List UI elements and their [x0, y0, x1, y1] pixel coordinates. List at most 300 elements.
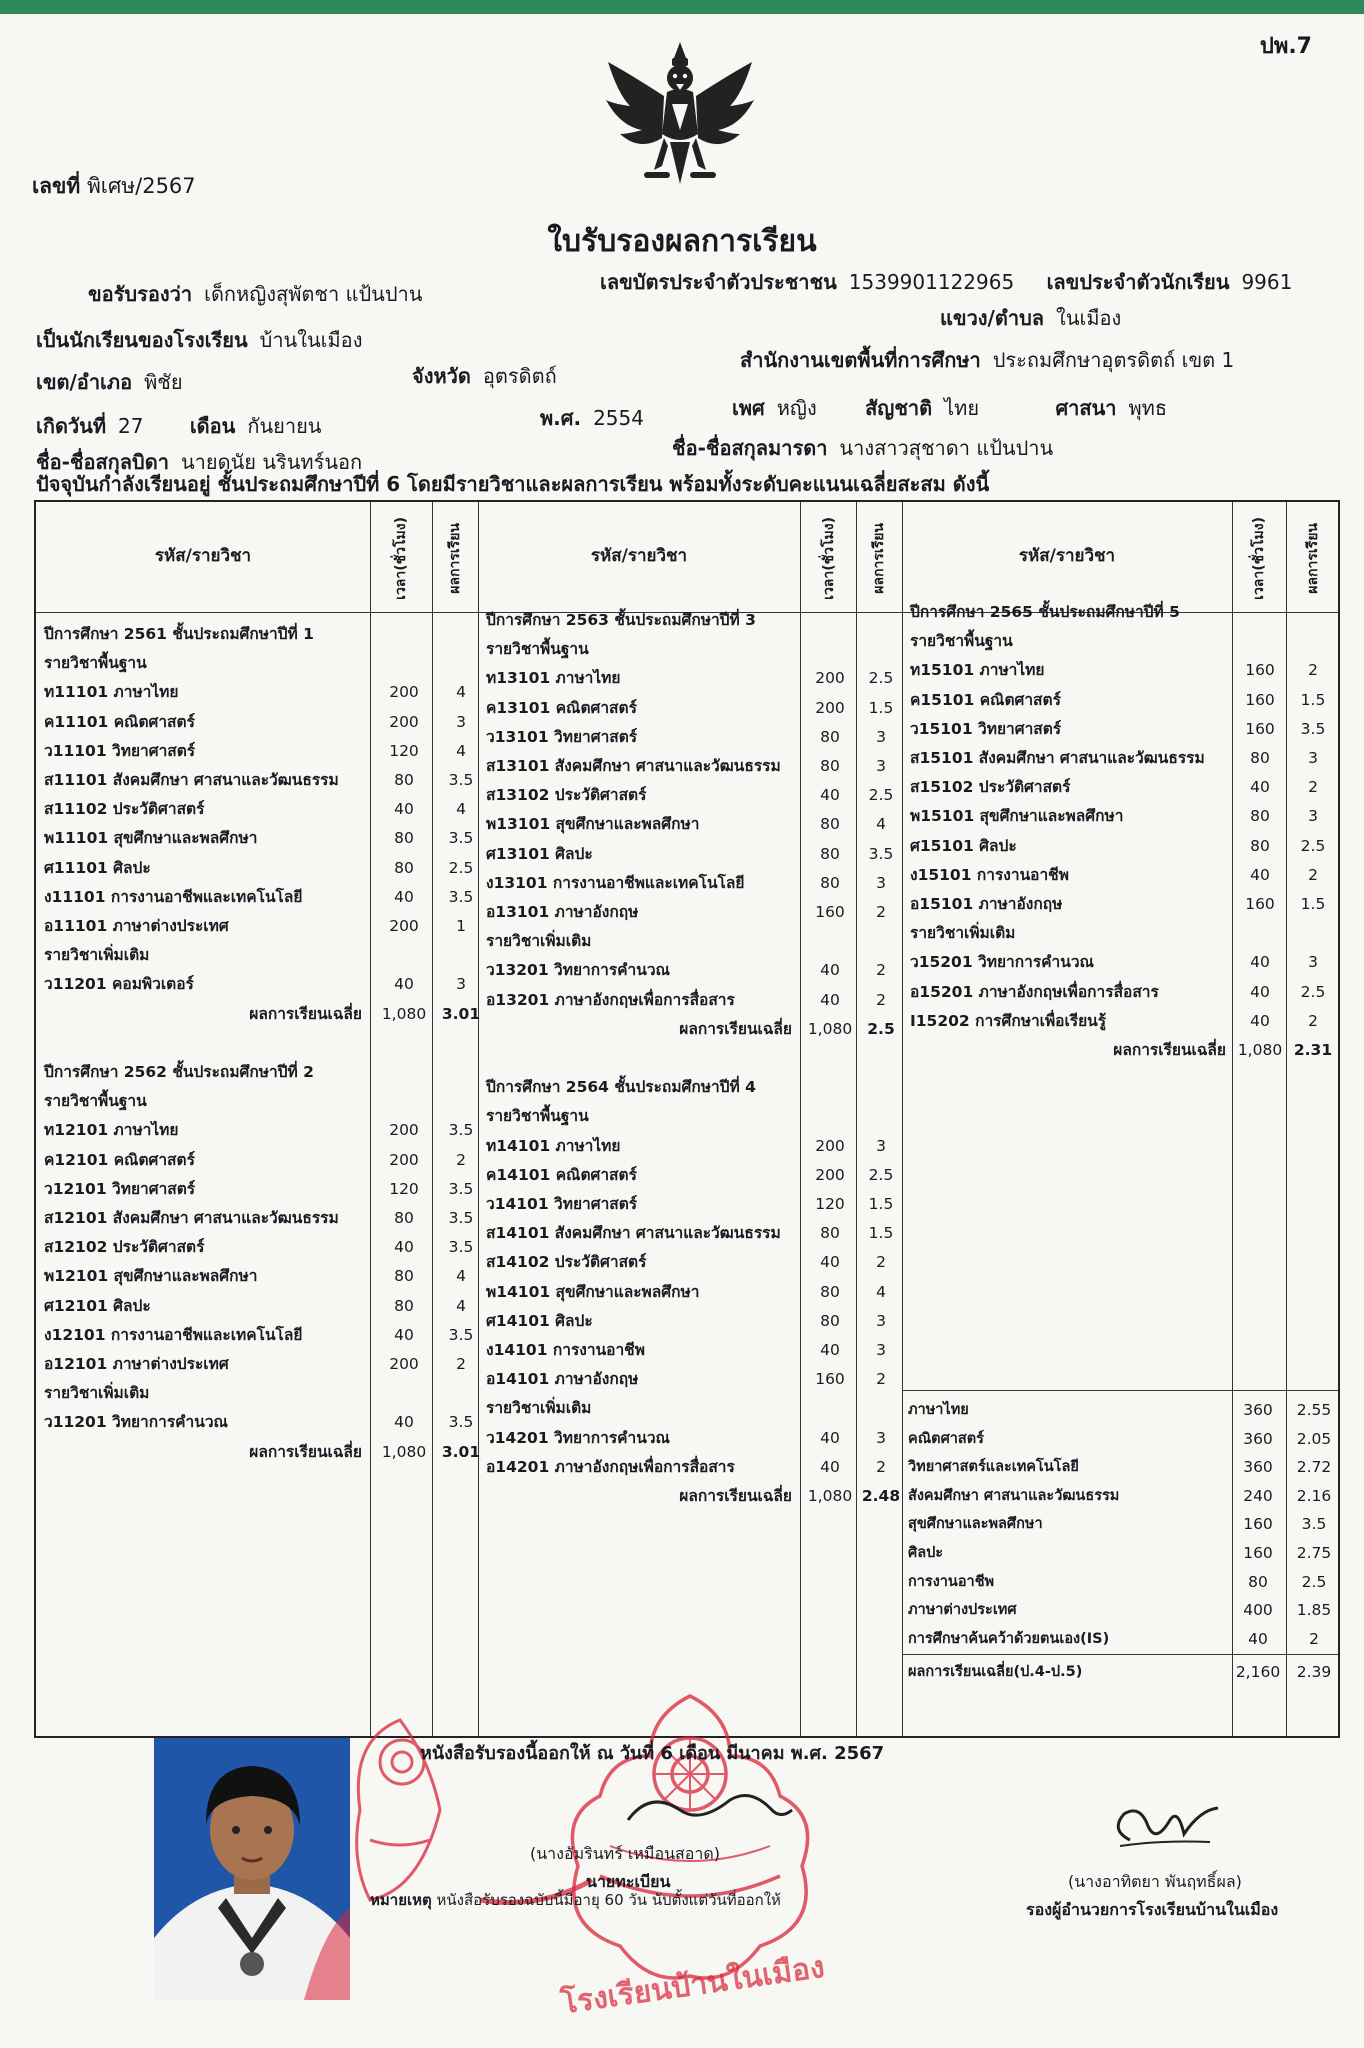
grade-value: 2.5	[1300, 982, 1326, 1001]
hours-value: 40	[820, 786, 840, 805]
subdistrict-line	[940, 302, 1121, 334]
grade-value: 3	[1308, 749, 1318, 767]
province-line	[412, 360, 557, 392]
subject-name: ส15102 ประวัติศาสตร์	[910, 778, 1071, 797]
hours-header: เวลา(ชั่วโมง)	[821, 516, 837, 600]
summary-grade: 2.72	[1296, 1458, 1332, 1477]
grade-value: 3	[456, 975, 466, 994]
grade-header: ผลการเรียน	[871, 522, 887, 594]
hours-value: 160	[815, 903, 845, 921]
subject-name: ท12101 ภาษาไทย	[44, 1121, 179, 1140]
hours-value: 80	[820, 1224, 840, 1243]
hours-value: 40	[1250, 953, 1270, 972]
hours-value: 120	[815, 1195, 845, 1213]
id-card-value: 1539901122965	[848, 270, 1015, 294]
doc-number-value: พิเศษ/2567	[86, 174, 196, 198]
grade-value: 2	[876, 990, 886, 1009]
seal-text: โรงเรียนบ้านในเมือง	[558, 1949, 827, 2022]
subject-name: ว13101 วิทยาศาสตร์	[486, 727, 638, 746]
subject-name: ปีการศึกษา 2563 ชั้นประถมศึกษาปีที่ 3	[486, 611, 756, 629]
subject-name: ส15101 สังคมศึกษา ศาสนาและวัฒนธรรม	[910, 749, 1205, 767]
grade-value: 2.5	[867, 1019, 895, 1038]
grade-value: 2.5	[1300, 836, 1326, 855]
grade-value: 4	[456, 683, 466, 702]
sex-label: เพศ	[732, 396, 765, 420]
subject-name: พ12101 สุขศึกษาและพลศึกษา	[44, 1267, 258, 1286]
summary-subject: วิทยาศาสตร์และเทคโนโลยี	[908, 1459, 1079, 1476]
hours-value: 40	[394, 1238, 414, 1257]
hours-header: เวลา(ชั่วโมง)	[393, 516, 409, 600]
grade-value: 2.48	[861, 1487, 901, 1505]
hours-value: 40	[394, 887, 414, 906]
grade-value: 4	[456, 800, 466, 819]
grade-value: 2	[1308, 661, 1318, 680]
subject-row	[36, 919, 1338, 947]
subject-row	[36, 861, 1338, 889]
grade-value: 3	[1308, 953, 1318, 972]
hours-value: 1,080	[1237, 1041, 1283, 1059]
grade-value: 3.5	[448, 771, 474, 789]
grade-value: 1.5	[1300, 895, 1326, 913]
grade-value: 1.5	[868, 1224, 894, 1243]
grade-value: 2.5	[868, 669, 894, 688]
summary-total-row	[36, 1658, 1338, 1686]
hours-value: 80	[820, 873, 840, 892]
subject-row	[36, 744, 1338, 772]
subject-row	[36, 948, 1338, 976]
certify-label: ขอรับรองว่า	[88, 282, 193, 306]
subject-row	[36, 1190, 1338, 1218]
subject-name: ผลการเรียนเฉลี่ย	[1113, 1041, 1226, 1059]
subject-name: ว13201 วิทยาการคำนวณ	[486, 961, 670, 980]
subject-name: ส14101 สังคมศึกษา ศาสนาและวัฒนธรรม	[486, 1224, 781, 1243]
hours-value: 200	[815, 698, 845, 717]
top-green-band	[0, 0, 1364, 14]
birth-year-line	[540, 402, 644, 434]
form-code: ปพ.7	[1259, 34, 1312, 59]
subject-name: อ14101 ภาษาอังกฤษ	[486, 1370, 639, 1389]
summary-subject: การงานอาชีพ	[908, 1573, 995, 1590]
hours-value: 200	[815, 1165, 845, 1184]
subject-name: ว15201 วิทยาการคำนวณ	[910, 953, 1094, 972]
grade-value: 3.5	[448, 1413, 474, 1432]
subject-name: ว12101 วิทยาศาสตร์	[44, 1179, 196, 1198]
grade-value: 1.5	[868, 1195, 894, 1213]
district-line	[36, 366, 183, 398]
subject-name: อ11101 ภาษาต่างประเทศ	[44, 917, 229, 935]
subject-name: ส12102 ประวัติศาสตร์	[44, 1238, 205, 1257]
subject-name: ผลการเรียนเฉลี่ย	[679, 1019, 792, 1038]
hours-value: 40	[394, 1413, 414, 1432]
subject-name: รายวิชาเพิ่มเติม	[486, 932, 592, 951]
hours-header: เวลา(ชั่วโมง)	[1251, 516, 1267, 600]
summary-row	[36, 1568, 1338, 1596]
hours-value: 40	[820, 1341, 840, 1359]
deputy-signature-icon	[1100, 1800, 1240, 1860]
summary-row	[36, 1453, 1338, 1481]
hours-value: 1,080	[807, 1019, 853, 1038]
religion-value: พุทธ	[1128, 396, 1168, 420]
subject-name: ศ15101 ศิลปะ	[910, 836, 1017, 855]
grade-value: 1.5	[868, 698, 894, 717]
grade-value: 2	[1308, 865, 1318, 884]
note-label: หมายเหตุ	[370, 1891, 432, 1909]
subject-name: อ13201 ภาษาอังกฤษเพื่อการสื่อสาร	[486, 990, 735, 1009]
subject-name: ผลการเรียนเฉลี่ย	[679, 1487, 792, 1505]
hours-value: 200	[389, 917, 419, 935]
subject-row	[36, 802, 1338, 830]
grade-value: 2	[876, 1457, 886, 1476]
province-value: อุตรดิตถ์	[482, 364, 557, 388]
summary-subject: ภาษาไทย	[908, 1402, 969, 1418]
subject-name: ท14101 ภาษาไทย	[486, 1136, 621, 1155]
birth-month-label: เดือน	[189, 414, 236, 438]
grade-header: ผลการเรียน	[1305, 522, 1321, 594]
hours-value: 40	[394, 1325, 414, 1344]
hours-value: 200	[389, 1355, 419, 1373]
father-value: นายดนัย นรินทร์นอก	[180, 450, 363, 474]
sex-value: หญิง	[776, 396, 817, 420]
subject-name: ศ11101 ศิลปะ	[44, 858, 151, 877]
birth-day-label: เกิดวันที่	[36, 414, 107, 438]
subject-row	[36, 1161, 1338, 1189]
summary-grade: 1.85	[1296, 1601, 1332, 1620]
hours-value: 200	[389, 1121, 419, 1140]
summary-hours: 360	[1243, 1401, 1273, 1419]
subject-name: รายวิชาเพิ่มเติม	[44, 1384, 150, 1403]
grade-value: 2	[876, 961, 886, 980]
subject-row	[36, 656, 1338, 684]
hours-value: 160	[1245, 661, 1275, 680]
summary-hours: 240	[1243, 1486, 1273, 1505]
summary-row	[36, 1625, 1338, 1653]
subject-header: รหัส/รายวิชา	[1018, 546, 1116, 566]
summary-hours: 160	[1243, 1544, 1273, 1562]
subject-name: ศ14101 ศิลปะ	[486, 1311, 593, 1330]
grade-value: 2.5	[868, 1165, 894, 1184]
hours-value: 40	[820, 1457, 840, 1476]
subject-row	[36, 890, 1338, 918]
grade-value: 3.5	[448, 887, 474, 906]
hours-value: 80	[820, 727, 840, 746]
summary-grade: 2.05	[1296, 1429, 1332, 1448]
hours-value: 40	[820, 1428, 840, 1447]
document-title: ใบรับรองผลการเรียน	[547, 224, 817, 259]
subject-name: ท15101 ภาษาไทย	[910, 661, 1045, 680]
grade-value: 2.5	[448, 858, 474, 877]
hours-value: 200	[389, 683, 419, 702]
subject-header: รหัส/รายวิชา	[154, 546, 252, 566]
grade-value: 1	[456, 917, 466, 935]
subject-name: ปีการศึกษา 2561 ชั้นประถมศึกษาปีที่ 1	[44, 625, 314, 643]
subject-name: พ15101 สุขศึกษาและพลศึกษา	[910, 807, 1124, 826]
grade-value: 4	[876, 815, 886, 834]
hours-value: 200	[815, 1136, 845, 1155]
hours-value: 80	[394, 1267, 414, 1286]
hours-value: 160	[1245, 690, 1275, 709]
hours-value: 200	[389, 1150, 419, 1169]
subject-name: ว11101 วิทยาศาสตร์	[44, 741, 196, 760]
subject-name: ง12101 การงานอาชีพและเทคโนโลยี	[44, 1325, 303, 1344]
summary-subject: ผลการเรียนเฉลี่ย(ป.4-ป.5)	[908, 1664, 1083, 1680]
student-no-value: 9961	[1241, 270, 1293, 294]
birth-year-value: 2554	[593, 406, 644, 430]
subject-name: อ14201 ภาษาอังกฤษเพื่อการสื่อสาร	[486, 1457, 735, 1476]
subject-name: พ13101 สุขศึกษาและพลศึกษา	[486, 815, 700, 834]
hours-value: 80	[394, 1296, 414, 1315]
student-photo	[154, 1738, 350, 2000]
enrollment-statement: ปัจจุบันกำลังเรียนอยู่ ชั้นประถมศึกษาปีที่ 6 โดยมีรายวิชาและผลการเรียน พร้อมทั้งระดับคะแนนเฉลี่ยสะสม ดังนี้	[36, 472, 990, 496]
hours-value: 200	[815, 669, 845, 688]
subject-name: I15202 การศึกษาเพื่อเรียนรู้	[910, 1011, 1107, 1030]
subject-name: ง15101 การงานอาชีพ	[910, 865, 1069, 884]
subject-name: ค14101 คณิตศาสตร์	[486, 1165, 637, 1184]
summary-grade: 2.75	[1296, 1544, 1332, 1562]
district-value: พิชัย	[144, 370, 183, 394]
grade-value: 2	[456, 1355, 466, 1373]
subject-name: ง13101 การงานอาชีพและเทคโนโลยี	[486, 873, 745, 892]
subject-name: อ15201 ภาษาอังกฤษเพื่อการสื่อสาร	[910, 982, 1159, 1001]
birth-month-value: กันยายน	[247, 414, 322, 438]
subject-name: ศ12101 ศิลปะ	[44, 1296, 151, 1315]
school-label: เป็นนักเรียนของโรงเรียน	[36, 328, 248, 352]
grade-value: 4	[456, 741, 466, 760]
grade-value: 3.01	[441, 1004, 481, 1023]
summary-grade: 2	[1309, 1629, 1319, 1648]
grade-value: 1.5	[1300, 690, 1326, 709]
summary-row	[36, 1539, 1338, 1567]
subject-name: ศ13101 ศิลปะ	[486, 844, 593, 863]
subject-name: รายวิชาพื้นฐาน	[44, 1092, 147, 1111]
birth-day-value: 27	[118, 414, 144, 438]
average-row	[36, 1036, 1338, 1064]
hours-value: 40	[394, 975, 414, 994]
summary-hours: 400	[1243, 1601, 1273, 1620]
grade-value: 3.5	[448, 1238, 474, 1257]
father-label: ชื่อ-ชื่อสกุลบิดา	[36, 450, 169, 474]
subject-name: ว14101 วิทยาศาสตร์	[486, 1195, 638, 1213]
subject-name: รายวิชาพื้นฐาน	[486, 640, 589, 659]
school-line	[36, 324, 362, 356]
grade-value: 3	[876, 873, 886, 892]
grade-value: 2	[456, 1150, 466, 1169]
grade-value: 3.5	[448, 1121, 474, 1140]
id-card-line	[600, 266, 1292, 298]
subject-name: ค13101 คณิตศาสตร์	[486, 698, 637, 717]
summary-subject: การศึกษาค้นคว้าด้วยตนเอง(IS)	[908, 1630, 1110, 1647]
grade-value: 2.31	[1293, 1041, 1333, 1059]
hours-value: 40	[1250, 865, 1270, 884]
subject-name: รายวิชาพื้นฐาน	[486, 1107, 589, 1126]
grade-value: 4	[876, 1282, 886, 1301]
subject-name: ว11201 คอมพิวเตอร์	[44, 975, 194, 994]
hours-value: 1,080	[807, 1487, 853, 1505]
registrar-note	[370, 1888, 781, 1912]
grade-value: 2	[876, 1253, 886, 1272]
subject-name: ส13102 ประวัติศาสตร์	[486, 786, 647, 805]
registrar-title: นายทะเบียน	[586, 1872, 671, 1891]
subject-name: ส14102 ประวัติศาสตร์	[486, 1253, 647, 1272]
summary-row	[36, 1425, 1338, 1453]
grade-value: 4	[456, 1267, 466, 1286]
summary-subject: ศิลปะ	[908, 1545, 944, 1561]
subject-name: ว14201 วิทยาการคำนวณ	[486, 1428, 670, 1447]
subject-row	[36, 1073, 1338, 1101]
grade-value: 3	[876, 1428, 886, 1447]
subject-row	[36, 598, 1338, 626]
summary-hours: 160	[1243, 1515, 1273, 1534]
province-label: จังหวัด	[412, 364, 471, 388]
grade-value: 2	[1308, 778, 1318, 797]
subject-name: ผลการเรียนเฉลี่ย	[249, 1004, 362, 1023]
hours-value: 1,080	[381, 1442, 427, 1461]
grade-value: 2	[1308, 1011, 1318, 1030]
registrar-signature-icon	[620, 1780, 800, 1840]
grade-value: 3.5	[448, 1179, 474, 1198]
hours-value: 80	[394, 771, 414, 789]
hours-value: 80	[820, 815, 840, 834]
subject-row	[36, 1248, 1338, 1276]
subject-row	[36, 1278, 1338, 1306]
subject-name: รายวิชาเพิ่มเติม	[486, 1399, 592, 1418]
subject-name: อ15101 ภาษาอังกฤษ	[910, 895, 1063, 913]
summary-row	[36, 1396, 1338, 1424]
grade-value: 3.5	[448, 829, 474, 848]
office-value: ประถมศึกษาอุตรดิตถ์ เขต 1	[992, 348, 1235, 372]
sex-line	[732, 392, 1167, 424]
hours-value: 1,080	[381, 1004, 427, 1023]
subject-row	[36, 627, 1338, 655]
summary-row	[36, 1596, 1338, 1624]
subject-name: พ14101 สุขศึกษาและพลศึกษา	[486, 1282, 700, 1301]
summary-subject: สุขศึกษาและพลศึกษา	[908, 1516, 1043, 1533]
subject-header: รหัส/รายวิชา	[590, 546, 688, 566]
summary-hours: 80	[1248, 1572, 1268, 1591]
subject-row	[36, 978, 1338, 1006]
summary-hours: 40	[1248, 1629, 1268, 1648]
district-label: เขต/อำเภอ	[36, 370, 133, 394]
note-text: หนังสือรับรองฉบับนี้มีอายุ 60 วัน นับตั้งแต่วันที่ออกให้	[436, 1891, 781, 1909]
nationality-label: สัญชาติ	[865, 396, 933, 420]
hours-value: 80	[1250, 749, 1270, 767]
summary-grade: 2.39	[1296, 1663, 1332, 1681]
subject-name: ส11101 สังคมศึกษา ศาสนาและวัฒนธรรม	[44, 771, 339, 789]
hours-value: 80	[394, 858, 414, 877]
subject-row	[36, 832, 1338, 860]
subject-row	[36, 1132, 1338, 1160]
subject-row	[36, 686, 1338, 714]
subject-name: ว11201 วิทยาการคำนวณ	[44, 1413, 228, 1432]
subdistrict-value: ในเมือง	[1056, 306, 1122, 330]
grade-value: 2	[876, 903, 886, 921]
subject-row	[36, 1219, 1338, 1247]
summary-top-line	[902, 1390, 1338, 1391]
grade-value: 3	[876, 1341, 886, 1359]
summary-grade: 3.5	[1301, 1515, 1327, 1534]
grade-value: 3	[456, 712, 466, 731]
office-label: สำนักงานเขตพื้นที่การศึกษา	[740, 348, 981, 372]
summary-hours: 360	[1243, 1458, 1273, 1477]
summary-hours: 360	[1243, 1429, 1273, 1448]
hours-value: 80	[820, 1282, 840, 1301]
subject-row	[36, 1102, 1338, 1130]
subject-row	[36, 715, 1338, 743]
hours-value: 40	[1250, 778, 1270, 797]
subject-name: ง14101 การงานอาชีพ	[486, 1341, 645, 1359]
hours-value: 80	[394, 829, 414, 848]
subject-name: พ11101 สุขศึกษาและพลศึกษา	[44, 829, 258, 848]
birth-line	[36, 410, 321, 442]
doc-number-label: เลขที่	[32, 174, 81, 198]
religion-label: ศาสนา	[1055, 396, 1117, 420]
school-value: บ้านในเมือง	[259, 328, 363, 352]
issue-statement: หนังสือรับรองนี้ออกให้ ณ วันที่ 6 เดือน มีนาคม พ.ศ. 2567	[420, 1743, 885, 1764]
registrar-name: (นางอัมรินทร์ เหมือนสอาด)	[530, 1844, 720, 1863]
hours-value: 160	[1245, 895, 1275, 913]
summary-row	[36, 1510, 1338, 1538]
summary-row	[36, 1482, 1338, 1510]
document-number	[32, 170, 196, 203]
subject-name: ท13101 ภาษาไทย	[486, 669, 621, 688]
summary-subject: ภาษาต่างประเทศ	[908, 1602, 1017, 1619]
hours-value: 80	[820, 757, 840, 775]
deputy-title: รองผู้อำนวยการโรงเรียนบ้านในเมือง	[1026, 1900, 1279, 1919]
student-name: เด็กหญิงสุพัตชา แป้นปาน	[204, 282, 423, 306]
summary-subject: คณิตศาสตร์	[908, 1430, 984, 1447]
subject-row	[36, 1365, 1338, 1393]
grade-value: 3	[876, 1311, 886, 1330]
subject-name: รายวิชาพื้นฐาน	[910, 632, 1013, 651]
subdistrict-label: แขวง/ตำบล	[940, 306, 1045, 330]
hours-value: 80	[820, 844, 840, 863]
nationality-value: ไทย	[944, 396, 980, 420]
mother-label: ชื่อ-ชื่อสกุลมารดา	[672, 436, 828, 460]
hours-value: 40	[1250, 982, 1270, 1001]
hours-value: 80	[820, 1311, 840, 1330]
subject-row	[36, 1307, 1338, 1335]
subject-name: ท11101 ภาษาไทย	[44, 683, 179, 702]
subject-row	[36, 773, 1338, 801]
summary-grade: 2.16	[1296, 1486, 1332, 1505]
summary-grade: 2.55	[1296, 1401, 1332, 1419]
birth-year-label: พ.ศ.	[540, 406, 582, 430]
subject-name: อ13101 ภาษาอังกฤษ	[486, 903, 639, 921]
summary-total-line	[902, 1654, 1338, 1655]
hours-value: 80	[1250, 836, 1270, 855]
deputy-name: (นางอาทิตยา พันฤทธิ์ผล)	[1068, 1872, 1242, 1891]
subject-name: ว15101 วิทยาศาสตร์	[910, 719, 1062, 738]
hours-value: 200	[389, 712, 419, 731]
hours-value: 160	[815, 1370, 845, 1389]
grade-value: 3.5	[1300, 719, 1326, 738]
subject-name: ค15101 คณิตศาสตร์	[910, 690, 1061, 709]
subject-name: ค11101 คณิตศาสตร์	[44, 712, 195, 731]
summary-subject: สังคมศึกษา ศาสนาและวัฒนธรรม	[908, 1487, 1120, 1504]
grades-table	[34, 500, 1340, 1738]
subject-name: ปีการศึกษา 2562 ชั้นประถมศึกษาปีที่ 2	[44, 1063, 314, 1081]
hours-value: 80	[394, 1209, 414, 1227]
subject-name: ส12101 สังคมศึกษา ศาสนาและวัฒนธรรม	[44, 1209, 339, 1227]
subject-name: รายวิชาเพิ่มเติม	[910, 924, 1016, 943]
grade-value: 4	[456, 1296, 466, 1315]
hours-value: 120	[389, 1179, 419, 1198]
subject-name: รายวิชาพื้นฐาน	[44, 654, 147, 673]
subject-name: ปีการศึกษา 2565 ชั้นประถมศึกษาปีที่ 5	[910, 603, 1180, 621]
hours-value: 40	[820, 990, 840, 1009]
hours-value: 40	[820, 1253, 840, 1272]
hours-value: 80	[1250, 807, 1270, 826]
subject-name: ผลการเรียนเฉลี่ย	[249, 1442, 362, 1461]
